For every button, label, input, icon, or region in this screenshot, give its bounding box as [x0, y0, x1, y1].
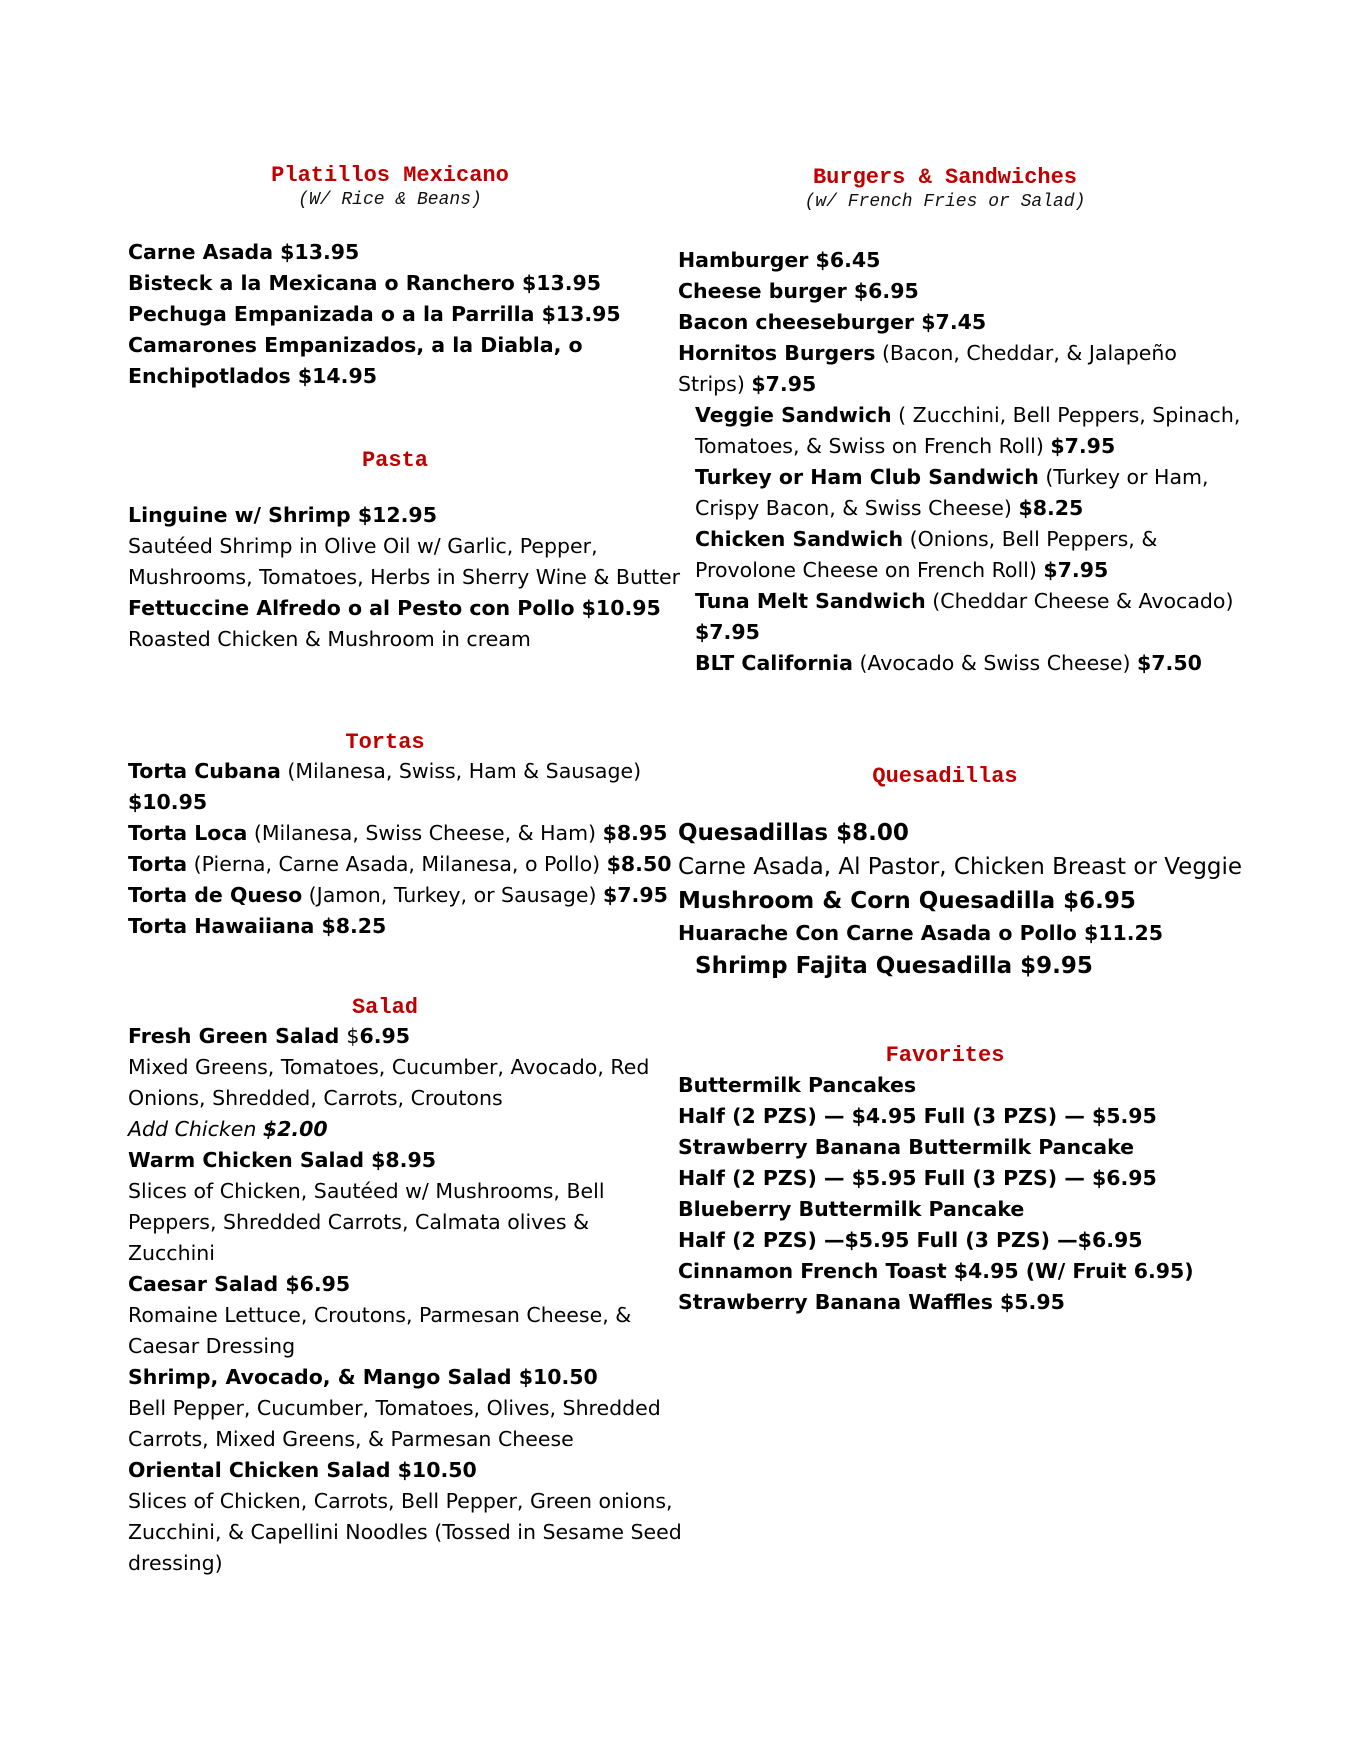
section-title-tortas: Tortas	[345, 730, 425, 755]
menu-item: Turkey or Ham Club Sandwich (Turkey or Ham,	[695, 465, 1209, 489]
menu-item: Linguine w/ Shrimp $12.95	[128, 503, 437, 527]
menu-item-description: Peppers, Shredded Carrots, Calmata olives &	[128, 1210, 590, 1234]
menu-item: Chicken Sandwich (Onions, Bell Peppers, &	[695, 527, 1158, 551]
menu-item: Enchipotlados $14.95	[128, 364, 377, 388]
menu-item: Shrimp Fajita Quesadilla $9.95	[695, 953, 1093, 979]
menu-item: Caesar Salad $6.95	[128, 1272, 351, 1296]
menu-item: Warm Chicken Salad $8.95	[128, 1148, 436, 1172]
menu-item-price: Half (2 PZS) — $5.95 Full (3 PZS) — $6.95	[678, 1166, 1157, 1190]
menu-item: Torta Cubana (Milanesa, Swiss, Ham & Sausage)	[128, 759, 642, 783]
menu-item: Huarache Con Carne Asada o Pollo $11.25	[678, 921, 1164, 945]
menu-item: Veggie Sandwich ( Zucchini, Bell Peppers, Spinach,	[695, 403, 1241, 427]
section-title-pasta: Pasta	[361, 448, 428, 473]
section-title-favorites: Favorites	[885, 1043, 1005, 1068]
menu-item-description: dressing)	[128, 1551, 223, 1575]
menu-item: Torta de Queso (Jamon, Turkey, or Sausage) $7.95	[128, 883, 668, 907]
menu-item: Oriental Chicken Salad $10.50	[128, 1458, 477, 1482]
menu-item: Hamburger $6.45	[678, 248, 881, 272]
menu-item-addon: Add Chicken $2.00	[128, 1117, 328, 1141]
menu-item: Buttermilk Pancakes	[678, 1073, 917, 1097]
menu-item: Tuna Melt Sandwich (Cheddar Cheese & Avocado)	[695, 589, 1234, 613]
menu-item-description: Strips) $7.95	[678, 372, 817, 396]
menu-item: Hornitos Burgers (Bacon, Cheddar, & Jalapeño	[678, 341, 1177, 365]
menu-item: Fresh Green Salad $6.95	[128, 1024, 411, 1048]
section-subtitle-burgers: (w/ French Fries or Salad)	[804, 192, 1086, 212]
menu-item-price: Half (2 PZS) —$5.95 Full (3 PZS) —$6.95	[678, 1228, 1143, 1252]
quesadillas-list	[678, 816, 1242, 983]
menu-item: Fettuccine Alfredo o al Pesto con Pollo $10.95	[128, 596, 661, 620]
menu-item-description: Roasted Chicken & Mushroom in cream	[128, 627, 531, 651]
menu-item: Cheese burger $6.95	[678, 279, 919, 303]
section-title-burgers: Burgers & Sandwiches	[812, 165, 1078, 190]
menu-item: Torta Hawaiiana $8.25	[128, 914, 387, 938]
menu-item-price: Half (2 PZS) — $4.95 Full (3 PZS) — $5.95	[678, 1104, 1157, 1128]
menu-item-description: Slices of Chicken, Sautéed w/ Mushrooms, Bell	[128, 1179, 605, 1203]
menu-item-description: Zucchini	[128, 1241, 215, 1265]
menu-item-description: Carne Asada, Al Pastor, Chicken Breast or Veggie	[678, 854, 1243, 880]
pasta-list	[128, 500, 680, 655]
menu-item: BLT California (Avocado & Swiss Cheese) $7.50	[695, 651, 1202, 675]
salad-list	[128, 1021, 682, 1579]
menu-item: Mushroom & Corn Quesadilla $6.95	[678, 888, 1136, 914]
platillos-list	[128, 237, 621, 392]
section-subtitle-platillos: (W/ Rice & Beans)	[298, 190, 482, 210]
menu-item: Cinnamon French Toast $4.95 (W/ Fruit 6.95)	[678, 1259, 1194, 1283]
menu-item-description: Onions, Shredded, Carrots, Croutons	[128, 1086, 503, 1110]
menu-item: Torta (Pierna, Carne Asada, Milanesa, o Pollo) $8.50	[128, 852, 672, 876]
menu-item: Bisteck a la Mexicana o Ranchero $13.95	[128, 271, 602, 295]
burgers-list	[678, 245, 1240, 679]
menu-item: Strawberry Banana Waffles $5.95	[678, 1290, 1065, 1314]
section-title-platillos: Platillos Mexicano	[271, 163, 509, 188]
menu-item: Quesadillas $8.00	[678, 820, 909, 846]
menu-item: Camarones Empanizados, a la Diabla, o	[128, 333, 583, 357]
menu-item-description: Mixed Greens, Tomatoes, Cucumber, Avocado, Red	[128, 1055, 650, 1079]
menu-item-description: Crispy Bacon, & Swiss Cheese) $8.25	[695, 496, 1084, 520]
tortas-list	[128, 756, 671, 942]
menu-item-description: Romaine Lettuce, Croutons, Parmesan Cheese, &	[128, 1303, 632, 1327]
favorites-list	[678, 1070, 1194, 1318]
menu-item: Pechuga Empanizada o a la Parrilla $13.95	[128, 302, 621, 326]
menu-item: Carne Asada $13.95	[128, 240, 360, 264]
menu-item: Torta Loca (Milanesa, Swiss Cheese, & Ham) $8.95	[128, 821, 668, 845]
menu-item-description: Caesar Dressing	[128, 1334, 296, 1358]
menu-item-description: Bell Pepper, Cucumber, Tomatoes, Olives, Shredded	[128, 1396, 661, 1420]
menu-item-description: Slices of Chicken, Carrots, Bell Pepper, Green onions,	[128, 1489, 673, 1513]
menu-item-description: Provolone Cheese on French Roll) $7.95	[695, 558, 1109, 582]
menu-item: Bacon cheeseburger $7.45	[678, 310, 987, 334]
menu-item-description: Sautéed Shrimp in Olive Oil w/ Garlic, Pepper,	[128, 534, 598, 558]
menu-item-description: Tomatoes, & Swiss on French Roll) $7.95	[695, 434, 1116, 458]
menu-item: Blueberry Buttermilk Pancake	[678, 1197, 1025, 1221]
section-title-salad: Salad	[351, 995, 418, 1020]
menu-item-price: $7.95	[695, 620, 760, 644]
menu-item-description: Carrots, Mixed Greens, & Parmesan Cheese	[128, 1427, 574, 1451]
section-title-quesadillas: Quesadillas	[872, 764, 1018, 789]
menu-item: Shrimp, Avocado, & Mango Salad $10.50	[128, 1365, 598, 1389]
menu-item-price: $10.95	[128, 790, 208, 814]
menu-item-description: Zucchini, & Capellini Noodles (Tossed in Sesame Seed	[128, 1520, 682, 1544]
menu-item: Strawberry Banana Buttermilk Pancake	[678, 1135, 1135, 1159]
menu-item-description: Mushrooms, Tomatoes, Herbs in Sherry Wine & Butter	[128, 565, 681, 589]
